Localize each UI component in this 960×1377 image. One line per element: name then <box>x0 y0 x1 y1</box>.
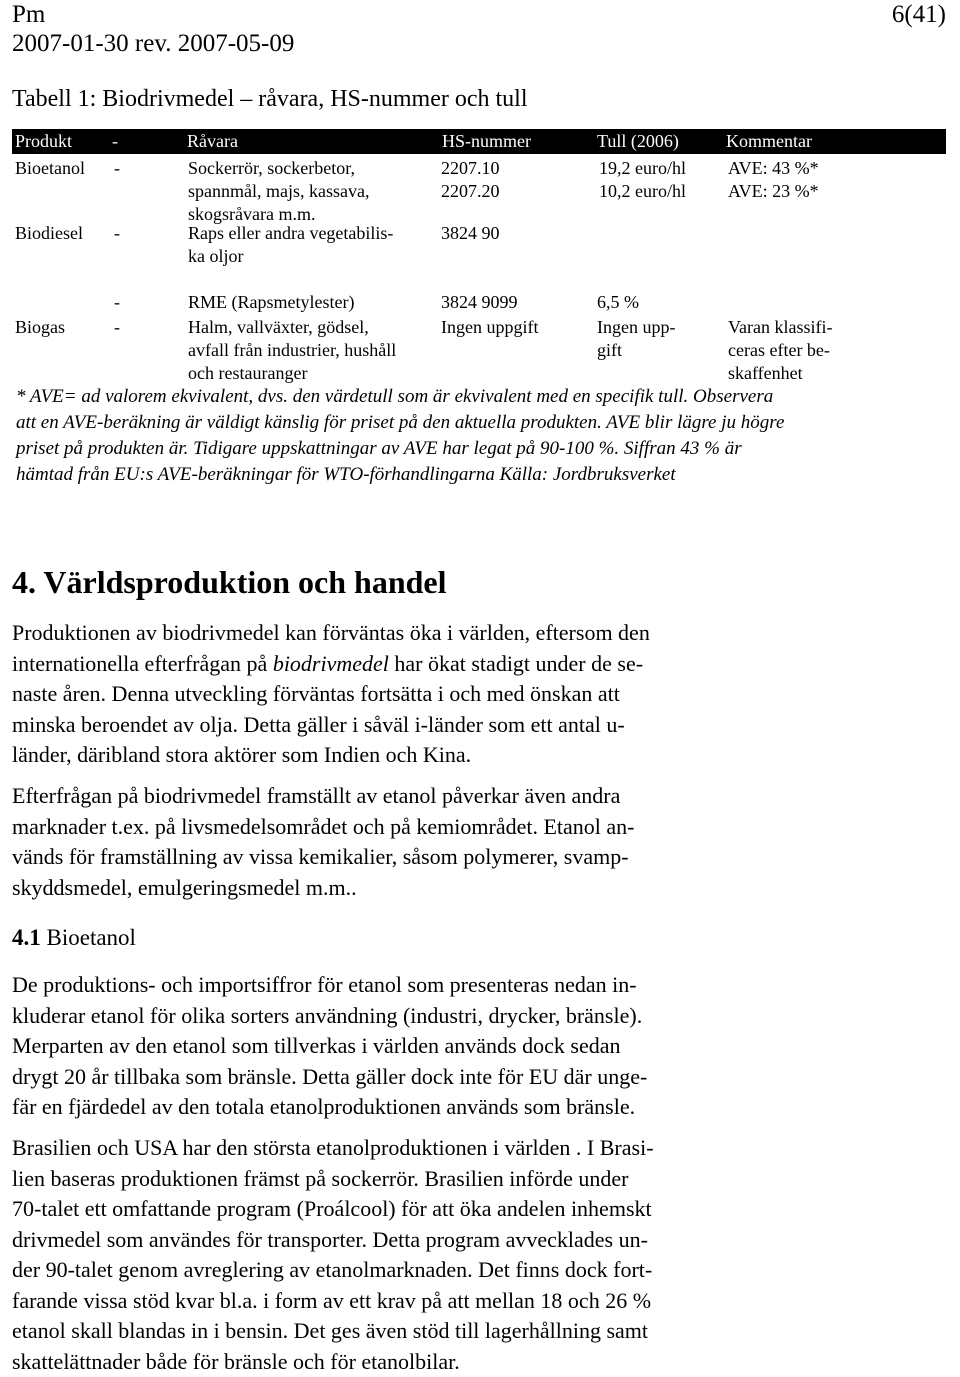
header-label: Pm <box>12 0 294 29</box>
paragraph <box>12 1133 942 1377</box>
raw-material-cell <box>188 222 393 268</box>
column-header-kommentar: Kommentar <box>726 131 812 152</box>
column-header-dash: - <box>112 131 118 152</box>
hs-number-cell: Ingen uppgift <box>441 316 538 339</box>
raw-line: Raps eller andra vegetabilis- <box>188 222 393 245</box>
table-footnote: * AVE= ad valorem ekvivalent, dvs. den värdetull som är ekvivalent med en specifik tull. Observera att en AVE-beräkning är väldigt känslig för priset på den aktuella produkten. AVE blir lägre ju högre priset på produkten är. Tidigare uppskattningar av AVE har legat på 90-100 %. Siffran 43 % är hämtad från EU:s AVE-beräkningar för WTO-förhandlingarna Källa: Jordbruksverket <box>16 384 796 488</box>
comment-line: AVE: 43 %* <box>728 157 819 180</box>
tull-cell: 6,5 % <box>597 291 639 314</box>
text-line: drivmedel som användes för transporter. Detta program avvecklades un- <box>12 1225 942 1256</box>
text-line: lien baseras produktionen främst på sockerrör. Brasilien införde under <box>12 1164 942 1195</box>
paragraph <box>12 781 942 903</box>
text-line: Efterfrågan på biodrivmedel framställt av etanol påverkar även andra <box>12 781 942 812</box>
text-line: vänds för framställning av vissa kemikalier, såsom polymerer, svamp- <box>12 842 942 873</box>
text-line: 70-talet ett omfattande program (Proálcool) för att öka andelen inhemskt <box>12 1194 942 1225</box>
dash-cell: - <box>114 157 120 180</box>
column-header-produkt: Produkt <box>15 131 72 152</box>
raw-line: ka oljor <box>188 245 393 268</box>
raw-line: och restauranger <box>188 362 396 385</box>
header-date: 2007-01-30 rev. 2007-05-09 <box>12 29 294 58</box>
column-header-hs-nummer: HS-nummer <box>442 131 531 152</box>
tull-line: Ingen upp- <box>597 316 675 339</box>
dash-cell: - <box>114 291 120 314</box>
text-line: kluderar etanol för olika sorters användning (industri, drycker, bränsle). <box>12 1001 942 1032</box>
page-number: 6(41) <box>892 0 946 29</box>
comment-line: skaffenhet <box>728 362 832 385</box>
text-line: Merparten av den etanol som tillverkas i världen används dock sedan <box>12 1031 942 1062</box>
tull-cell <box>597 316 675 362</box>
product-cell: Bioetanol <box>15 157 85 180</box>
comment-line: AVE: 23 %* <box>728 180 819 203</box>
text-line: der 90-talet genom avreglering av etanolmarknaden. Det finns dock fort- <box>12 1255 942 1286</box>
raw-line: avfall från industrier, hushåll <box>188 339 396 362</box>
hs-number-cell <box>441 157 500 203</box>
raw-material-cell <box>188 157 369 226</box>
table-header-row <box>12 129 946 154</box>
text-line: länder, däribland stora aktörer som Indien och Kina. <box>12 740 942 771</box>
column-header-ravara: Råvara <box>187 131 238 152</box>
text-span: har ökat stadigt under de se- <box>389 651 643 676</box>
comment-line: Varan klassifi- <box>728 316 832 339</box>
tull-line: 10,2 euro/hl <box>599 180 686 203</box>
paragraph <box>12 618 942 771</box>
comment-line: ceras efter be- <box>728 339 832 362</box>
product-cell: Biodiesel <box>15 222 83 245</box>
text-line: Brasilien och USA har den största etanolproduktionen i världen . I Brasi- <box>12 1133 942 1164</box>
text-line: farande vissa stöd kvar bl.a. i form av ett krav på att mellan 18 och 26 % <box>12 1286 942 1317</box>
tull-cell <box>599 157 686 203</box>
subsection-number: 4.1 <box>12 925 41 950</box>
text-line: skyddsmedel, emulgeringsmedel m.m.. <box>12 873 942 904</box>
subsection-heading <box>12 925 136 951</box>
product-cell: Biogas <box>15 316 65 339</box>
tull-line: 19,2 euro/hl <box>599 157 686 180</box>
text-span: internationella efterfrågan på <box>12 651 273 676</box>
subsection-title: Bioetanol <box>41 925 136 950</box>
hs-number-cell: 3824 90 <box>441 222 500 245</box>
hs-line: 2207.20 <box>441 180 500 203</box>
paragraph <box>12 970 942 1123</box>
raw-line: spannmål, majs, kassava, <box>188 180 369 203</box>
text-line: etanol skall blandas in i bensin. Det ges även stöd till lagerhållning samt <box>12 1316 942 1347</box>
text-line <box>12 649 942 680</box>
text-line: De produktions- och importsiffror för etanol som presenteras nedan in- <box>12 970 942 1001</box>
text-line: Produktionen av biodrivmedel kan förväntas öka i världen, eftersom den <box>12 618 942 649</box>
column-header-tull: Tull (2006) <box>597 131 679 152</box>
document-header <box>12 0 294 58</box>
dash-cell: - <box>114 316 120 339</box>
comment-cell <box>728 157 819 203</box>
text-line: fär en fjärdedel av den totala etanolproduktionen används som bränsle. <box>12 1092 942 1123</box>
text-line: naste åren. Denna utveckling förväntas fortsätta i och med önskan att <box>12 679 942 710</box>
text-line: marknader t.ex. på livsmedelsområdet och på kemiområdet. Etanol an- <box>12 812 942 843</box>
hs-line: 2207.10 <box>441 157 500 180</box>
raw-line: skogsråvara m.m. <box>188 203 369 226</box>
text-line: skattelättnader både för bränsle och för etanolbilar. <box>12 1347 942 1377</box>
comment-cell <box>728 316 832 385</box>
table-title: Tabell 1: Biodrivmedel – råvara, HS-nummer och tull <box>12 86 528 113</box>
section-heading: 4. Världsproduktion och handel <box>12 564 447 601</box>
dash-cell: - <box>114 222 120 245</box>
text-line: minska beroendet av olja. Detta gäller i såväl i-länder som ett antal u- <box>12 710 942 741</box>
hs-number-cell: 3824 9099 <box>441 291 518 314</box>
raw-material-cell <box>188 316 396 385</box>
raw-line: Sockerrör, sockerbetor, <box>188 157 369 180</box>
raw-material-cell: RME (Rapsmetylester) <box>188 291 354 314</box>
tull-line: gift <box>597 339 675 362</box>
raw-line: Halm, vallväxter, gödsel, <box>188 316 396 339</box>
emphasis-text: biodrivmedel <box>273 651 389 676</box>
text-line: drygt 20 år tillbaka som bränsle. Detta gäller dock inte för EU där unge- <box>12 1062 942 1093</box>
